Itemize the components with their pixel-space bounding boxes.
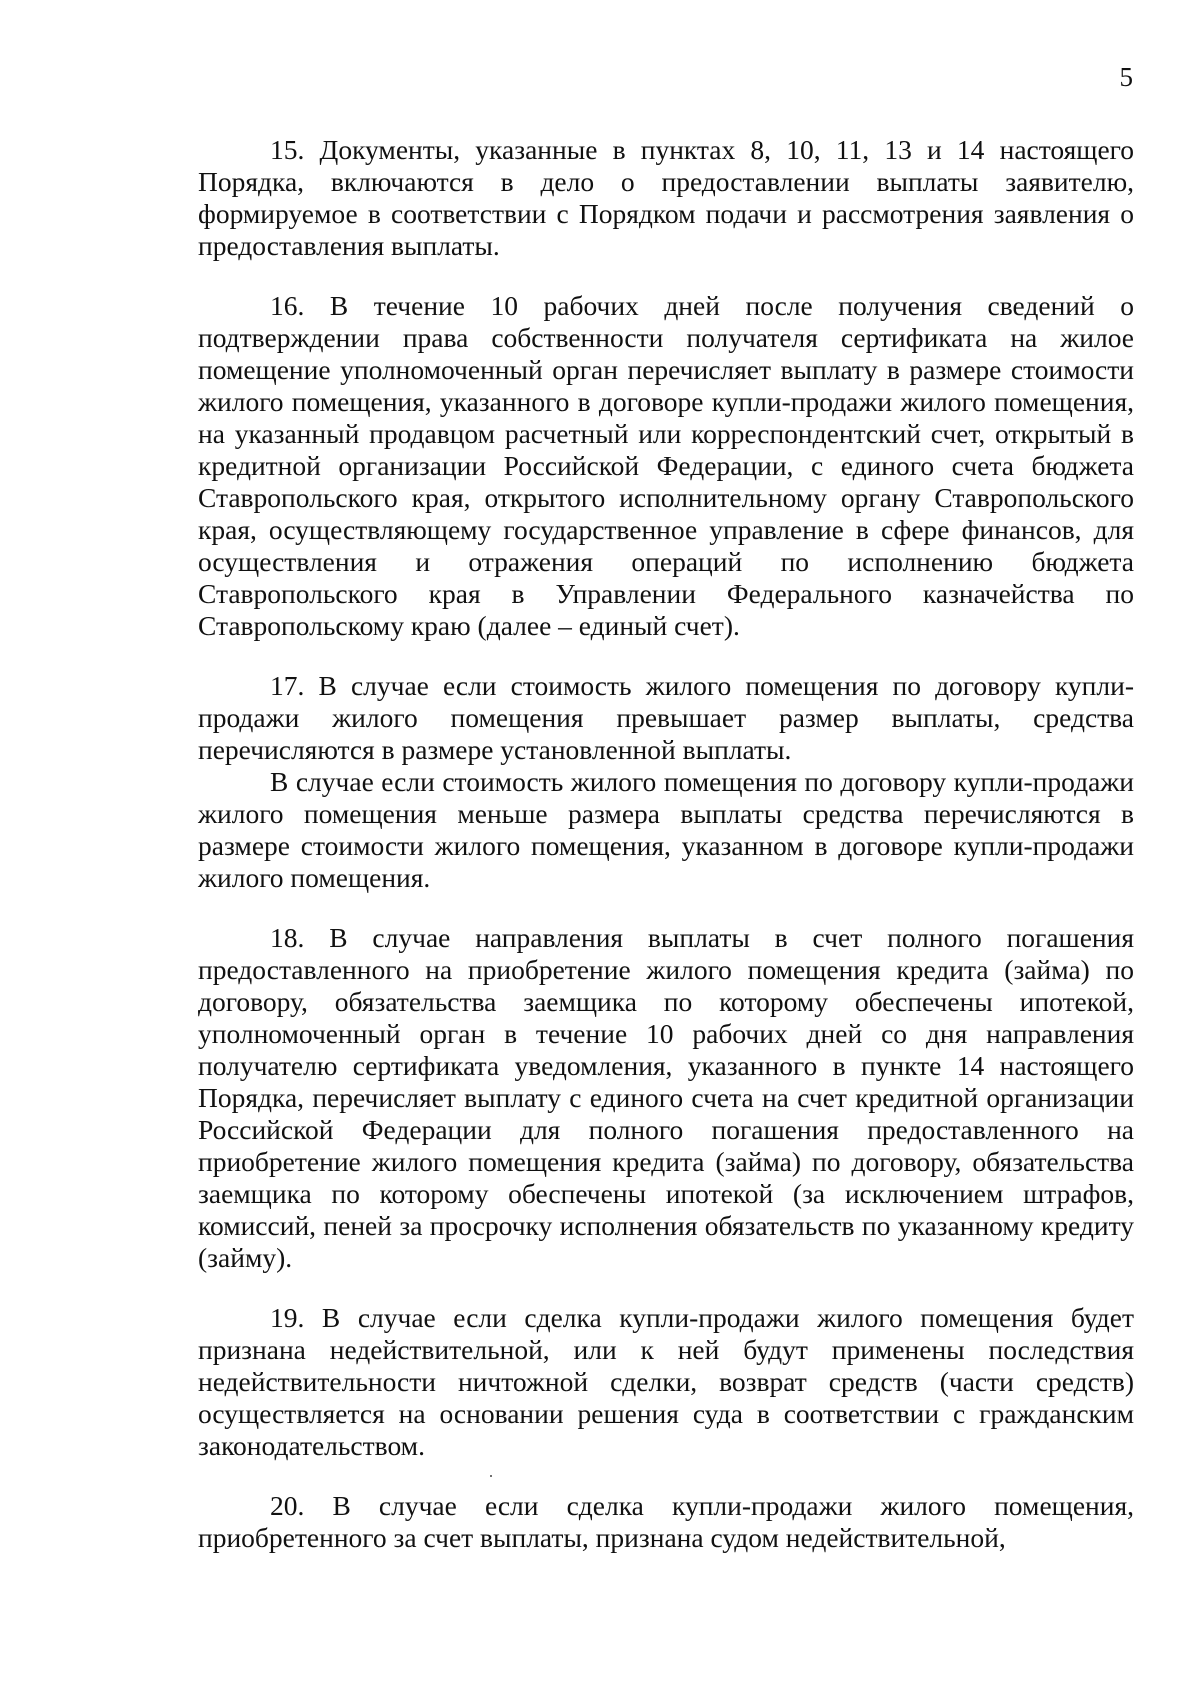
paragraph-17: 17. В случае если стоимость жилого помещения по договору купли-продажи жилого помещения превышает размер выплаты, средства перечисляются в размере установленной выплаты. bbox=[198, 670, 1134, 765]
page-number: 5 bbox=[1119, 62, 1133, 92]
paragraph-19: 19. В случае если сделка купли-продажи жилого помещения будет признана недействительной, или к ней будут применены последствия недействительности ничтожной сделки, возврат средств (части средств) осуществляется на основании решения суда в соответствии с гражданским законодательством. bbox=[198, 1302, 1134, 1461]
document-body bbox=[198, 134, 1134, 1554]
paragraph-16: 16. В течение 10 рабочих дней после получения сведений о подтверждении права собственности получателя сертификата на жилое помещение уполномоченный орган перечисляет выплату в размере стоимости жилого помещения, указанного в договоре купли-продажи жилого помещения, на указанный продавцом расчетный или корреспондентский счет, открытый в кредитной организации Российской Федерации, с единого счета бюджета Ставропольского края, открытого исполнительному органу Ставропольского края, осуществляющему государственное управление в сфере финансов, для осуществления и отражения операций по исполнению бюджета Ставропольского края в Управлении Федерального казначейства по Ставропольскому краю (далее – единый счет). bbox=[198, 290, 1134, 641]
paragraph-18: 18. В случае направления выплаты в счет полного погашения предоставленного на приобретение жилого помещения кредита (займа) по договору, обязательства заемщика по которому обеспечены ипотекой, уполномоченный орган в течение 10 рабочих дней со дня направления получателю сертификата уведомления, указанного в пункте 14 настоящего Порядка, перечисляет выплату с единого счета на счет кредитной организации Российской Федерации для полного погашения предоставленного на приобретение жилого помещения кредита (займа) по договору, обязательства заемщика по которому обеспечены ипотекой (за исключением штрафов, комиссий, пеней за просрочку исполнения обязательств по указанному кредиту (займу). bbox=[198, 922, 1134, 1273]
scan-speck bbox=[490, 1475, 492, 1477]
paragraph-15: 15. Документы, указанные в пунктах 8, 10, 11, 13 и 14 настоящего Порядка, включаются в дело о предоставлении выплаты заявителю, формируемое в соответствии с Порядком подачи и рассмотрения заявления о предоставления выплаты. bbox=[198, 134, 1134, 261]
paragraph-20: 20. В случае если сделка купли-продажи жилого помещения, приобретенного за счет выплаты, признана судом недействительной, bbox=[198, 1490, 1134, 1553]
paragraph-17-continued: В случае если стоимость жилого помещения по договору купли-продажи жилого помещения меньше размера выплаты средства перечисляются в размере стоимости жилого помещения, указанном в договоре купли-продажи жилого помещения. bbox=[198, 766, 1134, 893]
